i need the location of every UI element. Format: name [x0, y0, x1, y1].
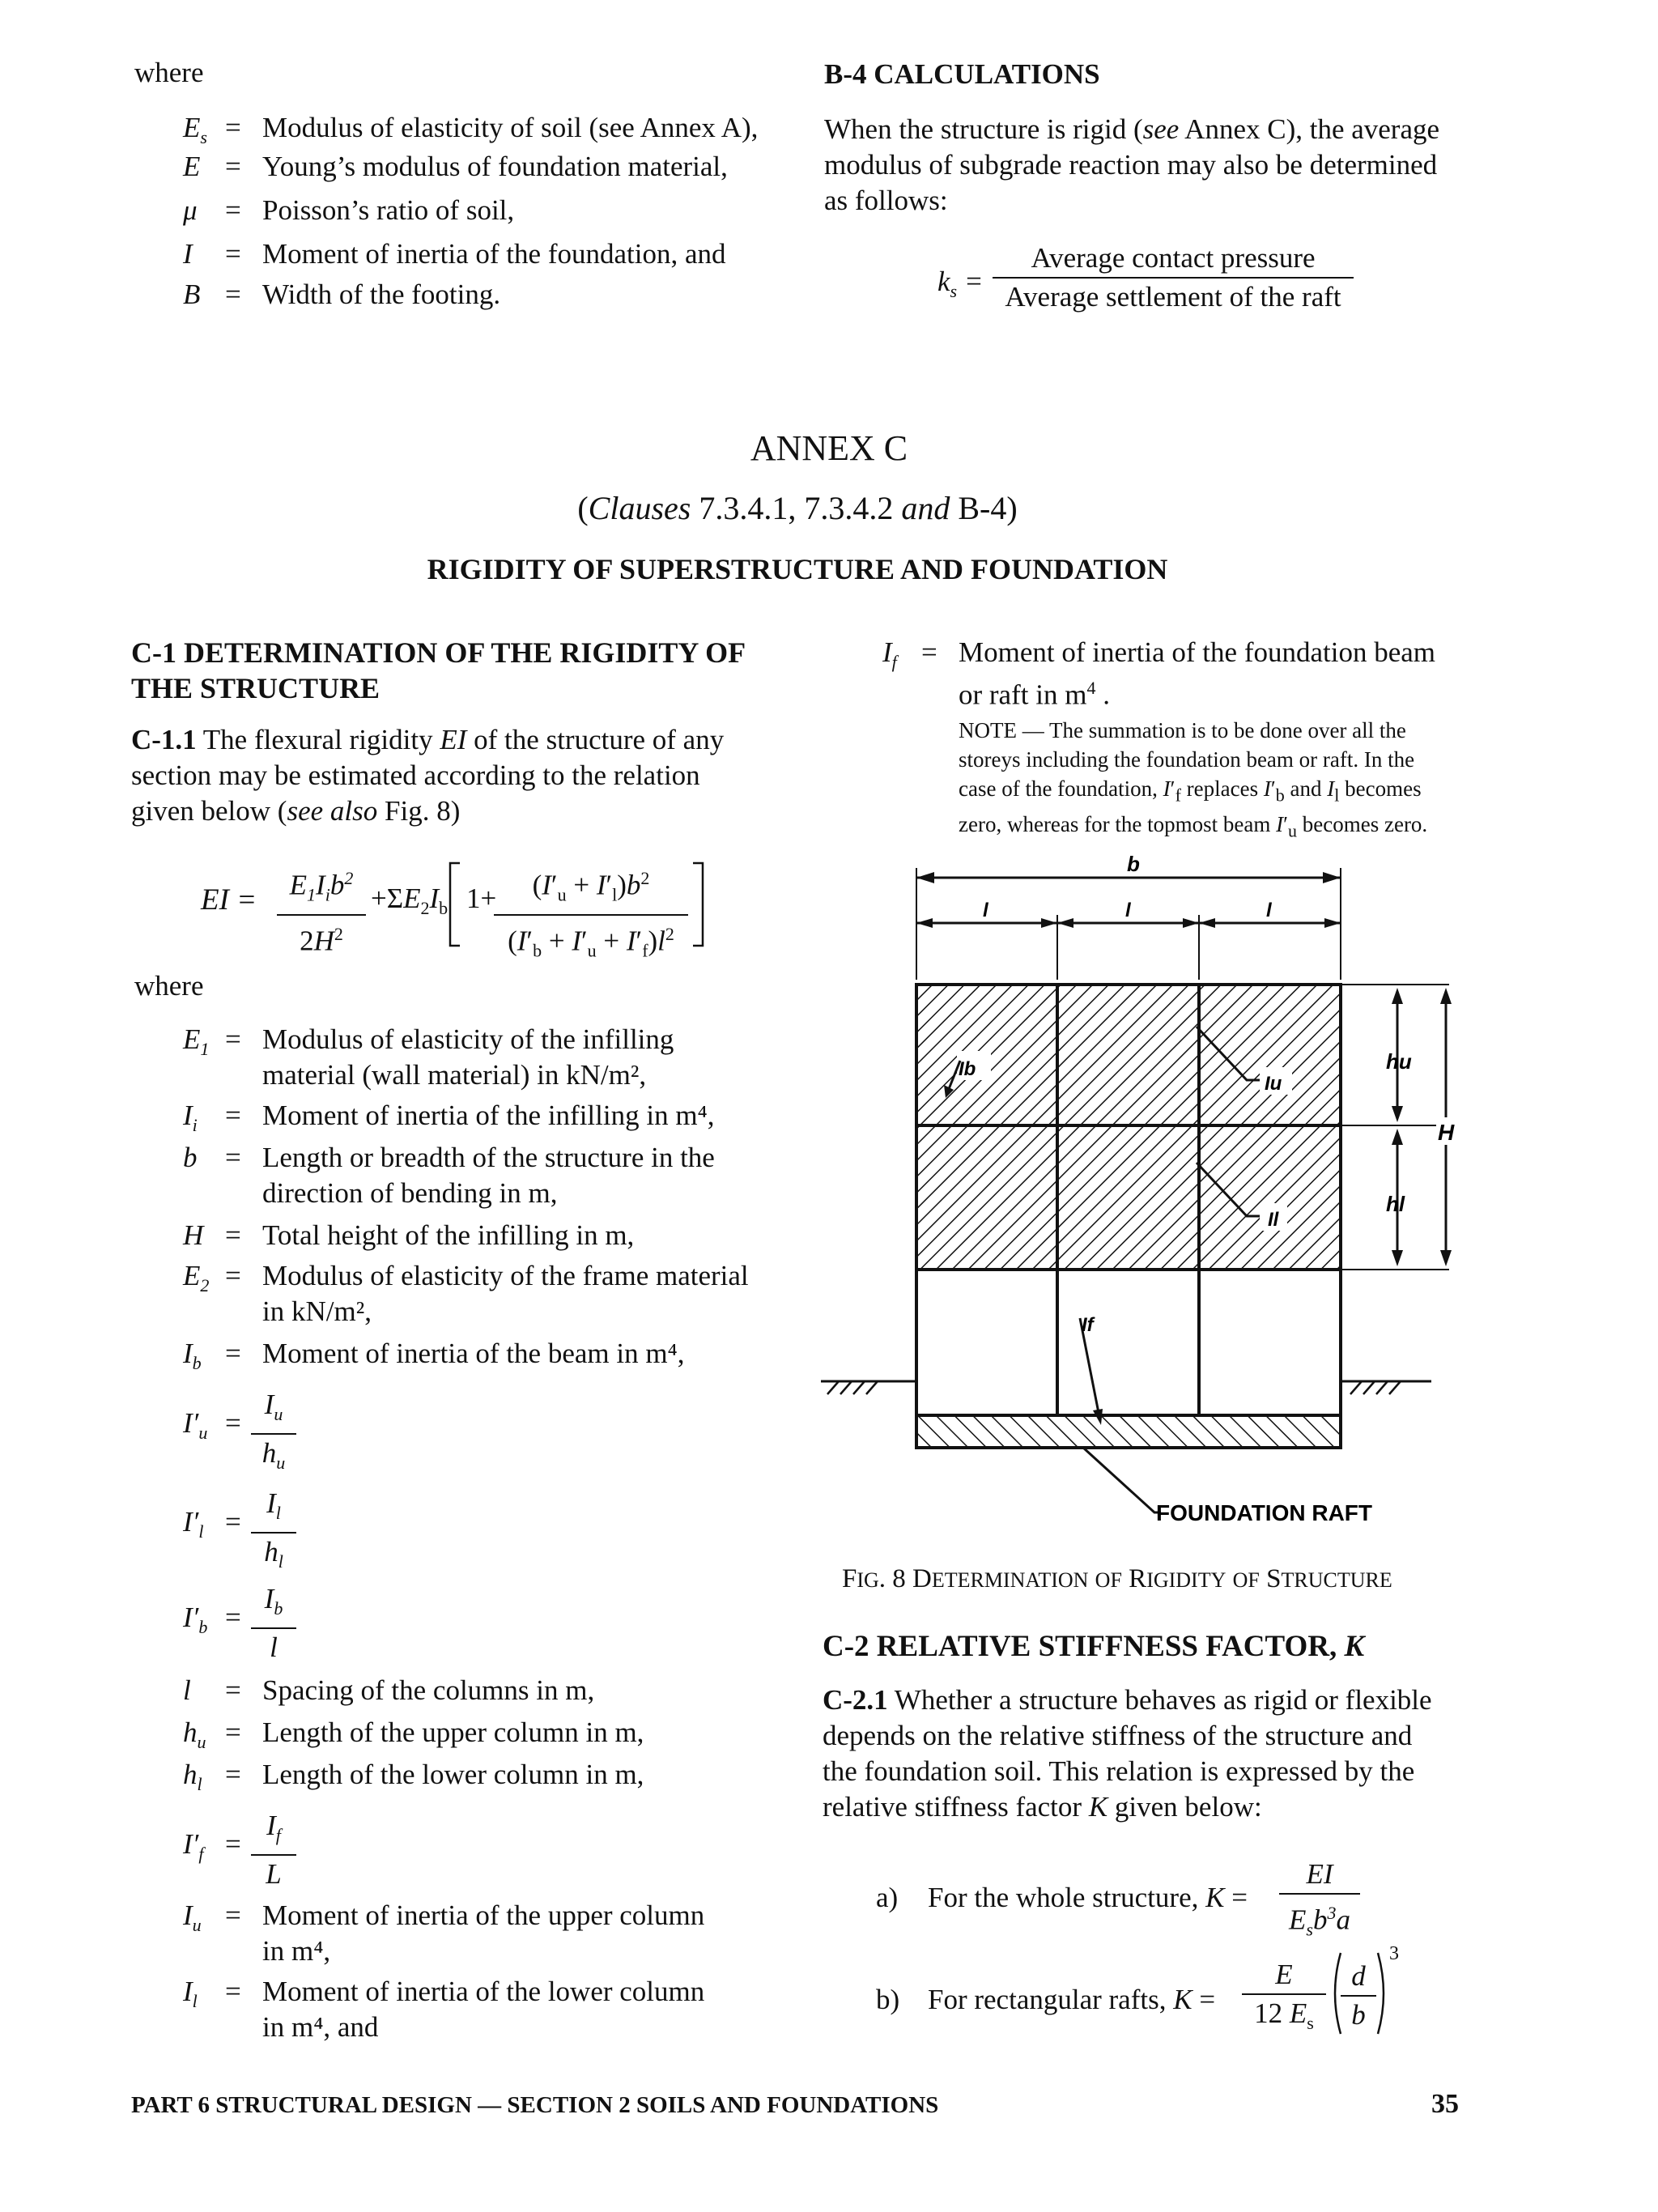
c2-heading: C-2 RELATIVE STIFFNESS FACTOR, K [823, 1630, 1365, 1663]
ratio-num: $I_u$ [251, 1386, 296, 1435]
c1-def-equals: = [225, 1219, 241, 1251]
b4-line: as follows: [824, 185, 948, 216]
main-formula-sum: $+\Sigma E_2I_b$ [371, 883, 449, 918]
top-def-line: Width of the footing. [262, 279, 501, 310]
item-b-right-paren [1375, 1950, 1391, 2037]
item-b-inner-fraction [1341, 1958, 1376, 2034]
label-hl: hl [1386, 1192, 1405, 1216]
top-def-equals: = [225, 112, 241, 143]
figure-caption: FIG. 8 DETERMINATION OF RIGIDITY OF STRUCTURE [842, 1564, 1392, 1593]
top-def-equals: = [225, 151, 241, 182]
ratio-lhs: $I'_f$ [183, 1828, 204, 1864]
top-def-symbol: I [183, 238, 193, 270]
c1-def-line: Total height of the infilling in m, [262, 1219, 635, 1251]
ratio-fraction [251, 1807, 296, 1903]
c1-def-line: direction of bending in m, [262, 1177, 558, 1209]
c1-def-line: in kN/m², [262, 1295, 372, 1327]
c1-def-line: Moment of inertia of the infilling in m⁴, [262, 1100, 715, 1131]
label-il: Il [1268, 1209, 1279, 1231]
c1-def3-line: Moment of inertia of the upper column [262, 1899, 705, 1931]
top-def-symbol: B [183, 279, 201, 310]
top-def-line: Moment of inertia of the foundation, and [262, 238, 726, 270]
top-def-text [262, 236, 726, 272]
ratio-equals: = [225, 1602, 241, 1633]
c1-def3-equals: = [225, 1899, 241, 1931]
top-def-symbol: E [183, 151, 201, 182]
label-ib: Ib [959, 1058, 976, 1080]
label-hu: hu [1386, 1049, 1412, 1074]
top-def-text [262, 149, 728, 185]
c1-def-symbol: $E_2$ [183, 1260, 210, 1295]
b4-line: When the structure is rigid (see Annex C), the average [824, 113, 1440, 145]
note-line: storeys including the foundation beam or raft. In the [959, 747, 1415, 772]
c1-def-line: Modulus of elasticity of the frame material [262, 1260, 749, 1291]
ratio-den: $h_u$ [261, 1437, 286, 1473]
c1-def2-text [262, 1715, 644, 1750]
ratio-fraction [251, 1485, 296, 1580]
ratio-den: $h_l$ [264, 1536, 283, 1572]
label-l-1: l [983, 900, 988, 921]
if-equals: = [921, 636, 937, 668]
note-line: zero, whereas for the topmost beam $I'_u$ becomes zero. [959, 812, 1428, 841]
c1-heading-line: THE STRUCTURE [131, 672, 380, 704]
main-formula-frac2: $\frac{(I'_u + I'_l)b^2}{(I'_b + I'_u + I'_f)l^2}$ [494, 860, 688, 969]
c1-def-text [262, 1336, 861, 1372]
item-a-den: $E_sb^3a$ [1289, 1903, 1350, 1940]
c1-def2-equals: = [225, 1716, 241, 1748]
item-b-inner-den: b [1351, 1999, 1366, 2031]
main-formula-frac1: $E_1I_ib^2$ $2H^2$ [277, 860, 366, 959]
c1-def3-line: in m⁴, [262, 1935, 331, 1967]
c1-heading-line: C-1 DETERMINATION OF THE RIGIDITY OF [131, 636, 746, 669]
summation-note [959, 716, 1477, 846]
dim-b-arrow-right [1323, 872, 1341, 883]
if-def-line: or raft in $m^4$ . [959, 678, 1110, 711]
if-definition [959, 635, 1435, 713]
c1-def2-line: Length of the lower column in m, [262, 1759, 644, 1790]
dim-b-arrow-left [916, 872, 934, 883]
c1-line: C-1.1 The flexural rigidity EI of the structure of any [131, 724, 725, 755]
ratio-fraction [251, 1386, 296, 1482]
c1-def3-equals: = [225, 1976, 241, 2007]
label-if: If [1082, 1314, 1094, 1336]
top-def-symbol: μ [183, 194, 198, 226]
c1-def-symbol: b [183, 1142, 198, 1173]
ratio-equals: = [225, 1407, 241, 1439]
c1-line: given below (see also Fig. 8) [131, 795, 461, 827]
c1-def-text [262, 1098, 861, 1134]
figure-8 [810, 850, 1498, 1538]
top-def-text [262, 110, 758, 146]
c1-def2-equals: = [225, 1674, 241, 1706]
ratio-num: $I_b$ [251, 1580, 296, 1629]
c1-def2-text [262, 1757, 644, 1793]
c1-def-text [262, 1140, 861, 1211]
c1-def3-text [262, 1974, 861, 2045]
c1-def-symbol: H [183, 1219, 204, 1251]
ratio-lhs: $I'_b$ [183, 1602, 208, 1637]
c1-def-symbol: $I_b$ [183, 1338, 202, 1373]
item-b-text: For rectangular rafts, K = [928, 1984, 1216, 2015]
c1-def2-symbol: $h_u$ [183, 1716, 206, 1752]
note-line: case of the foundation, $I'_f$ replaces $I'_b$ and $I_l$ becomes [959, 776, 1422, 806]
foundation-raft [916, 1415, 1341, 1448]
c1-def3-symbol: $I_l$ [183, 1976, 198, 2011]
c1-def-line: Length or breadth of the structure in the [262, 1142, 715, 1173]
annex-title: ANNEX C [750, 428, 908, 468]
if-def-line: Moment of inertia of the foundation beam [959, 636, 1436, 668]
c1-def-equals: = [225, 1142, 241, 1173]
ratio-den: l [270, 1631, 278, 1663]
c1-def-text [262, 1022, 861, 1093]
label-l-3: l [1266, 900, 1272, 921]
ratio-lhs: $I'_l$ [183, 1506, 204, 1542]
note-line: NOTE — The summation is to be done over all the [959, 718, 1406, 742]
c1-def-equals: = [225, 1260, 241, 1291]
if-symbol: $I_f$ [882, 636, 897, 672]
label-iu: Iu [1265, 1073, 1282, 1095]
item-a-num: EI [1279, 1856, 1360, 1895]
c1-def-symbol: $E_1$ [183, 1023, 210, 1059]
right-bracket [691, 860, 708, 949]
c1-line: section may be estimated according to the relation [131, 759, 700, 791]
c1-def3-line: Moment of inertia of the lower column [262, 1976, 705, 2007]
item-a-text: For the whole structure, K = [928, 1882, 1248, 1913]
item-a-fraction [1279, 1856, 1360, 1949]
page-number: 35 [1431, 2089, 1459, 2119]
item-b-inner-num: d [1341, 1958, 1376, 1997]
top-def-line: Young’s modulus of foundation material, [262, 151, 728, 182]
c1-def-equals: = [225, 1023, 241, 1055]
b4-paragraph [824, 112, 1488, 219]
ratio-num: $I_l$ [251, 1485, 296, 1534]
ratio-den: L [266, 1858, 282, 1890]
c1-def-text [262, 1258, 861, 1329]
b4-heading: B-4 CALCULATIONS [824, 58, 1100, 90]
top-def-symbol: $E_s$ [183, 112, 207, 147]
ratio-lhs: $I'_u$ [183, 1407, 208, 1443]
c1-def3-symbol: $I_u$ [183, 1899, 202, 1935]
annex-subtitle: RIGIDITY OF SUPERSTRUCTURE AND FOUNDATION [427, 553, 1168, 585]
top-def-equals: = [225, 279, 241, 310]
top-def-text [262, 277, 500, 313]
c2-line: C-2.1 Whether a structure behaves as rigid or flexible [823, 1684, 1432, 1716]
top-def-text [262, 193, 514, 228]
item-b-num: E [1242, 1956, 1326, 1995]
c1-def2-text [262, 1673, 594, 1708]
left-bracket [445, 860, 461, 949]
where-label-top: where [134, 57, 204, 88]
c2-line: the foundation soil. This relation is expressed by the [823, 1755, 1415, 1787]
c2-line: depends on the relative stiffness of the structure and [823, 1720, 1413, 1751]
c1-def3-text [262, 1898, 861, 1969]
top-def-equals: = [225, 194, 241, 226]
footer-left: PART 6 STRUCTURAL DESIGN — SECTION 2 SOILS AND FOUNDATIONS [131, 2092, 939, 2118]
top-def-line: Poisson’s ratio of soil, [262, 194, 515, 226]
b4-numerator: Average contact pressure [993, 240, 1354, 279]
where-label-c1: where [134, 970, 204, 1002]
label-l-2: l [1125, 900, 1131, 921]
raft-label: FOUNDATION RAFT [1156, 1500, 1372, 1525]
c1-def-text [262, 1218, 861, 1253]
ratio-fraction [251, 1580, 296, 1676]
c2-line: relative stiffness factor K given below: [823, 1791, 1262, 1823]
c2-paragraph [823, 1682, 1486, 1825]
ratio-equals: = [225, 1828, 241, 1860]
c1-def3-line: in m⁴, and [262, 2011, 379, 2043]
c1-def-equals: = [225, 1338, 241, 1369]
c1-heading [131, 635, 746, 706]
item-a-label: a) [876, 1882, 899, 1913]
ratio-num: $I_f$ [251, 1807, 296, 1856]
item-b-exponent: 3 [1389, 1943, 1399, 1964]
c1-def-equals: = [225, 1100, 241, 1131]
c1-def-line: Modulus of elasticity of the infilling [262, 1023, 674, 1055]
annex-clauses: (Clauses 7.3.4.1, 7.3.4.2 and B-4) [577, 490, 1018, 526]
b4-formula-lhs: $k_s$ = [937, 266, 984, 301]
label-H: H [1438, 1120, 1455, 1145]
main-formula-one: 1+ [466, 883, 497, 914]
label-b: b [1127, 852, 1140, 876]
c1-def-line: Moment of inertia of the beam in m⁴, [262, 1338, 685, 1369]
b4-line: modulus of subgrade reaction may also be determined [824, 149, 1438, 181]
item-b-label: b) [876, 1984, 900, 2015]
c1-def2-equals: = [225, 1759, 241, 1790]
top-def-equals: = [225, 238, 241, 270]
item-b-fraction [1242, 1956, 1326, 2042]
ratio-equals: = [225, 1506, 241, 1538]
c1-def2-line: Spacing of the columns in m, [262, 1674, 595, 1706]
main-formula-lhs: EI = [201, 883, 257, 917]
item-b-den: 12 $E_s$ [1254, 1997, 1314, 2033]
c1-def2-symbol: $h_l$ [183, 1759, 202, 1794]
c1-def-symbol: $I_i$ [183, 1100, 198, 1135]
top-def-line: Modulus of elasticity of soil (see Annex A), [262, 112, 759, 143]
c1-def2-symbol: l [183, 1674, 191, 1706]
b4-formula-fraction [993, 240, 1354, 316]
c1-def2-line: Length of the upper column in m, [262, 1716, 644, 1748]
b4-denominator: Average settlement of the raft [1005, 281, 1341, 313]
c1-paragraph [131, 722, 779, 829]
c1-def-line: material (wall material) in kN/m², [262, 1059, 647, 1091]
